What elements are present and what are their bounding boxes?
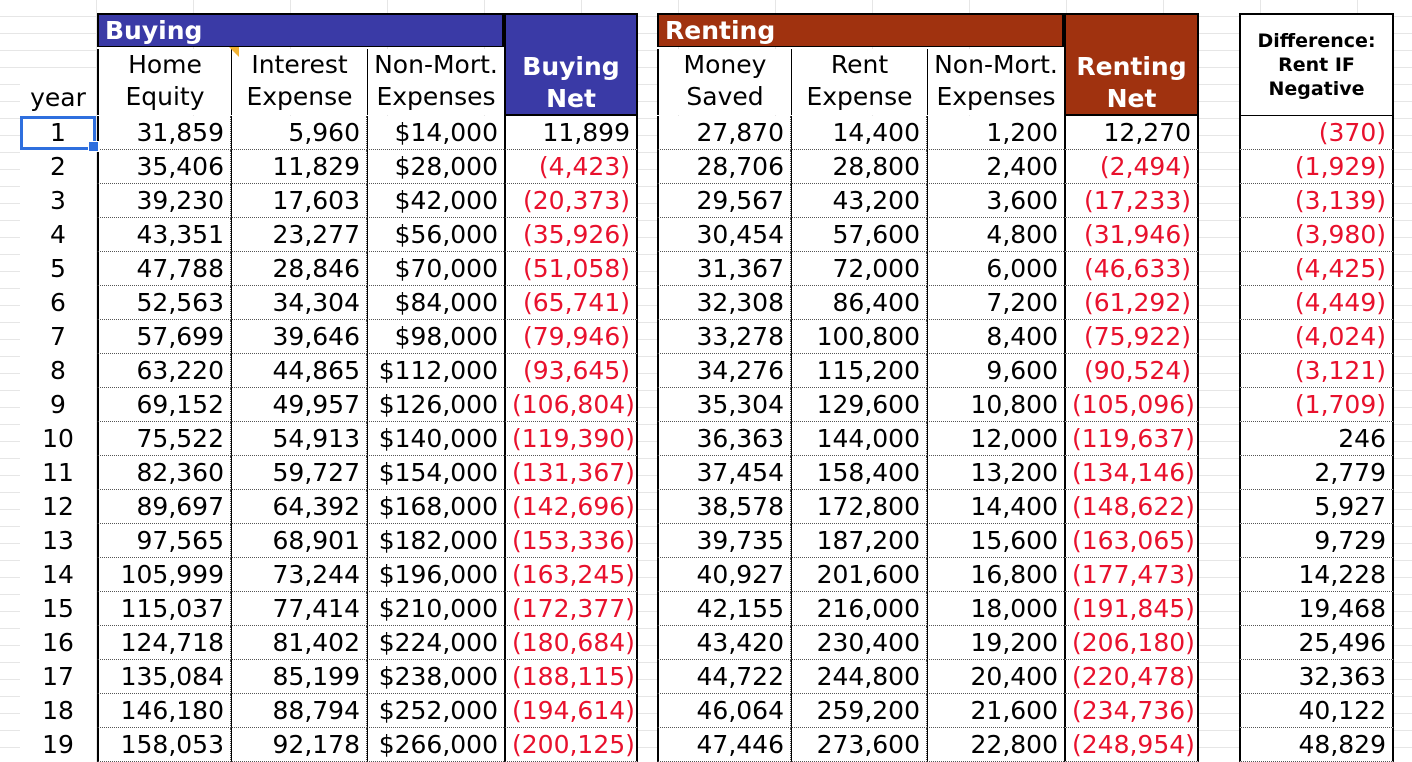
- cell-non-mort-rent[interactable]: 14,400: [927, 490, 1064, 524]
- cell-renting-net[interactable]: (46,633): [1064, 252, 1199, 286]
- header-line-2: Rent IF: [1278, 54, 1355, 76]
- cell-non-mort-buy[interactable]: $210,000: [367, 592, 504, 626]
- cell-non-mort-buy[interactable]: $98,000: [367, 320, 504, 354]
- cell-rent-expense[interactable]: 144,000: [791, 422, 927, 456]
- cell-rent-expense[interactable]: 259,200: [791, 694, 927, 728]
- cell-renting-net[interactable]: (177,473): [1064, 558, 1199, 592]
- cell-interest-expense[interactable]: 5,960: [231, 116, 367, 150]
- cell-rent-expense[interactable]: 172,800: [791, 490, 927, 524]
- cell-non-mort-rent[interactable]: 9,600: [927, 354, 1064, 388]
- cell-money-saved[interactable]: 34,276: [657, 354, 791, 388]
- cell-home-equity[interactable]: 135,084: [97, 660, 231, 694]
- cell-buying-net[interactable]: (119,390): [504, 422, 638, 456]
- cell-interest-expense[interactable]: 81,402: [231, 626, 367, 660]
- cell-renting-net[interactable]: (163,065): [1064, 524, 1199, 558]
- cell-rent-expense[interactable]: 100,800: [791, 320, 927, 354]
- cell-rent-expense[interactable]: 273,600: [791, 728, 927, 762]
- cell-buying-net[interactable]: (188,115): [504, 660, 638, 694]
- cell-difference[interactable]: (370): [1239, 116, 1394, 150]
- cell-year[interactable]: 18: [20, 694, 96, 728]
- cell-interest-expense[interactable]: 44,865: [231, 354, 367, 388]
- cell-rent-expense[interactable]: 129,600: [791, 388, 927, 422]
- col-header-home-equity[interactable]: [97, 49, 231, 115]
- col-header-money-saved[interactable]: [657, 49, 791, 115]
- cell-home-equity[interactable]: 57,699: [97, 320, 231, 354]
- header-line-2: Equity: [125, 82, 205, 111]
- header-line-2: Expense: [246, 82, 353, 111]
- cell-renting-net[interactable]: 12,270: [1064, 116, 1199, 150]
- cell-home-equity[interactable]: 89,697: [97, 490, 231, 524]
- cell-buying-net[interactable]: (180,684): [504, 626, 638, 660]
- cell-money-saved[interactable]: 30,454: [657, 218, 791, 252]
- cell-renting-net[interactable]: (2,494): [1064, 150, 1199, 184]
- cell-home-equity[interactable]: 105,999: [97, 558, 231, 592]
- col-header-buying-net[interactable]: [504, 13, 638, 116]
- cell-difference[interactable]: 246: [1239, 422, 1394, 456]
- cell-year[interactable]: 6: [20, 286, 96, 320]
- cell-money-saved[interactable]: 46,064: [657, 694, 791, 728]
- cell-renting-net[interactable]: (234,736): [1064, 694, 1199, 728]
- comment-indicator[interactable]: [229, 47, 239, 57]
- cell-difference[interactable]: (1,929): [1239, 150, 1394, 184]
- cell-year[interactable]: 4: [20, 218, 96, 252]
- cell-renting-net[interactable]: (31,946): [1064, 218, 1199, 252]
- cell-buying-net[interactable]: (200,125): [504, 728, 638, 762]
- cell-buying-net[interactable]: (194,614): [504, 694, 638, 728]
- cell-interest-expense[interactable]: 49,957: [231, 388, 367, 422]
- col-header-rent-expense[interactable]: [791, 49, 927, 115]
- cell-rent-expense[interactable]: 115,200: [791, 354, 927, 388]
- cell-renting-net[interactable]: (134,146): [1064, 456, 1199, 490]
- header-line-1: Interest: [251, 50, 348, 79]
- cell-interest-expense[interactable]: 85,199: [231, 660, 367, 694]
- header-line-3: Negative: [1268, 78, 1365, 100]
- header-line-1: Home: [128, 50, 202, 79]
- cell-interest-expense[interactable]: 17,603: [231, 184, 367, 218]
- cell-non-mort-buy[interactable]: $140,000: [367, 422, 504, 456]
- cell-non-mort-rent[interactable]: 12,000: [927, 422, 1064, 456]
- cell-home-equity[interactable]: 69,152: [97, 388, 231, 422]
- header-line-1: Rent: [830, 50, 889, 79]
- cell-non-mort-rent[interactable]: 19,200: [927, 626, 1064, 660]
- cell-renting-net[interactable]: (248,954): [1064, 728, 1199, 762]
- cell-interest-expense[interactable]: 34,304: [231, 286, 367, 320]
- cell-buying-net[interactable]: (106,804): [504, 388, 638, 422]
- header-line-1: Non-Mort.: [934, 50, 1058, 79]
- cell-money-saved[interactable]: 32,308: [657, 286, 791, 320]
- cell-non-mort-rent[interactable]: 10,800: [927, 388, 1064, 422]
- cell-money-saved[interactable]: 42,155: [657, 592, 791, 626]
- header-line-1: Difference:: [1257, 30, 1376, 52]
- cell-year[interactable]: 3: [20, 184, 96, 218]
- cell-non-mort-buy[interactable]: $126,000: [367, 388, 504, 422]
- col-header-non-mort-rent[interactable]: [927, 49, 1064, 115]
- cell-difference[interactable]: (1,709): [1239, 388, 1394, 422]
- cell-home-equity[interactable]: 97,565: [97, 524, 231, 558]
- cell-non-mort-buy[interactable]: $154,000: [367, 456, 504, 490]
- cell-rent-expense[interactable]: 230,400: [791, 626, 927, 660]
- cell-difference[interactable]: 32,363: [1239, 660, 1394, 694]
- cell-rent-expense[interactable]: 86,400: [791, 286, 927, 320]
- cell-year[interactable]: 1: [20, 116, 96, 150]
- header-line-2: Expenses: [376, 82, 496, 111]
- cell-non-mort-buy[interactable]: $28,000: [367, 150, 504, 184]
- cell-interest-expense[interactable]: 92,178: [231, 728, 367, 762]
- cell-interest-expense[interactable]: 73,244: [231, 558, 367, 592]
- cell-renting-net[interactable]: (17,233): [1064, 184, 1199, 218]
- cell-buying-net[interactable]: (79,946): [504, 320, 638, 354]
- group-header-renting[interactable]: Renting: [657, 13, 1064, 47]
- cell-buying-net[interactable]: (172,377): [504, 592, 638, 626]
- cell-rent-expense[interactable]: 14,400: [791, 116, 927, 150]
- header-line-2: Net: [1106, 84, 1157, 113]
- header-line-2: Net: [546, 84, 596, 113]
- cell-interest-expense[interactable]: 39,646: [231, 320, 367, 354]
- cell-buying-net[interactable]: (163,245): [504, 558, 638, 592]
- cell-difference[interactable]: (3,139): [1239, 184, 1394, 218]
- cell-rent-expense[interactable]: 43,200: [791, 184, 927, 218]
- cell-rent-expense[interactable]: 216,000: [791, 592, 927, 626]
- cell-interest-expense[interactable]: 54,913: [231, 422, 367, 456]
- cell-money-saved[interactable]: 36,363: [657, 422, 791, 456]
- cell-buying-net[interactable]: (153,336): [504, 524, 638, 558]
- cell-rent-expense[interactable]: 187,200: [791, 524, 927, 558]
- cell-home-equity[interactable]: 39,230: [97, 184, 231, 218]
- cell-year[interactable]: 17: [20, 660, 96, 694]
- cell-rent-expense[interactable]: 72,000: [791, 252, 927, 286]
- cell-home-equity[interactable]: 47,788: [97, 252, 231, 286]
- cell-home-equity[interactable]: 115,037: [97, 592, 231, 626]
- col-header-year[interactable]: year: [20, 82, 96, 116]
- cell-interest-expense[interactable]: 59,727: [231, 456, 367, 490]
- col-header-interest-expense[interactable]: [231, 49, 367, 115]
- cell-buying-net[interactable]: (20,373): [504, 184, 638, 218]
- cell-non-mort-rent[interactable]: 22,800: [927, 728, 1064, 762]
- cell-year[interactable]: 8: [20, 354, 96, 388]
- cell-non-mort-buy[interactable]: $224,000: [367, 626, 504, 660]
- cell-money-saved[interactable]: 33,278: [657, 320, 791, 354]
- cell-buying-net[interactable]: (93,645): [504, 354, 638, 388]
- cell-money-saved[interactable]: 28,706: [657, 150, 791, 184]
- cell-difference[interactable]: 5,927: [1239, 490, 1394, 524]
- cell-difference[interactable]: 14,228: [1239, 558, 1394, 592]
- cell-non-mort-buy[interactable]: $266,000: [367, 728, 504, 762]
- col-header-difference[interactable]: [1239, 13, 1394, 116]
- cell-home-equity[interactable]: 35,406: [97, 150, 231, 184]
- cell-non-mort-rent[interactable]: 2,400: [927, 150, 1064, 184]
- cell-difference[interactable]: 48,829: [1239, 728, 1394, 762]
- cell-non-mort-rent[interactable]: 15,600: [927, 524, 1064, 558]
- cell-non-mort-rent[interactable]: 18,000: [927, 592, 1064, 626]
- cell-interest-expense[interactable]: 77,414: [231, 592, 367, 626]
- cell-home-equity[interactable]: 63,220: [97, 354, 231, 388]
- cell-non-mort-rent[interactable]: 7,200: [927, 286, 1064, 320]
- cell-non-mort-buy[interactable]: $42,000: [367, 184, 504, 218]
- header-line-1: Money: [683, 50, 767, 79]
- cell-non-mort-buy[interactable]: $196,000: [367, 558, 504, 592]
- cell-non-mort-rent[interactable]: 21,600: [927, 694, 1064, 728]
- col-header-non-mort-buy[interactable]: [367, 49, 504, 115]
- cell-interest-expense[interactable]: 64,392: [231, 490, 367, 524]
- cell-renting-net[interactable]: (206,180): [1064, 626, 1199, 660]
- cell-year[interactable]: 9: [20, 388, 96, 422]
- cell-year[interactable]: 14: [20, 558, 96, 592]
- cell-year[interactable]: 13: [20, 524, 96, 558]
- cell-difference[interactable]: (4,425): [1239, 252, 1394, 286]
- cell-non-mort-buy[interactable]: $238,000: [367, 660, 504, 694]
- cell-difference[interactable]: 25,496: [1239, 626, 1394, 660]
- cell-money-saved[interactable]: 29,567: [657, 184, 791, 218]
- cell-home-equity[interactable]: 158,053: [97, 728, 231, 762]
- cell-year[interactable]: 5: [20, 252, 96, 286]
- cell-renting-net[interactable]: (148,622): [1064, 490, 1199, 524]
- cell-year[interactable]: 7: [20, 320, 96, 354]
- cell-buying-net[interactable]: (142,696): [504, 490, 638, 524]
- cell-difference[interactable]: (4,024): [1239, 320, 1394, 354]
- cell-non-mort-rent[interactable]: 3,600: [927, 184, 1064, 218]
- cell-renting-net[interactable]: (105,096): [1064, 388, 1199, 422]
- cell-difference[interactable]: (3,121): [1239, 354, 1394, 388]
- cell-interest-expense[interactable]: 28,846: [231, 252, 367, 286]
- cell-buying-net[interactable]: 11,899: [504, 116, 638, 150]
- cell-year[interactable]: 15: [20, 592, 96, 626]
- cell-year[interactable]: 11: [20, 456, 96, 490]
- cell-money-saved[interactable]: 39,735: [657, 524, 791, 558]
- cell-non-mort-rent[interactable]: 8,400: [927, 320, 1064, 354]
- cell-renting-net[interactable]: (90,524): [1064, 354, 1199, 388]
- header-line-2: Expense: [806, 82, 913, 111]
- cell-non-mort-rent[interactable]: 4,800: [927, 218, 1064, 252]
- cell-money-saved[interactable]: 35,304: [657, 388, 791, 422]
- cell-money-saved[interactable]: 43,420: [657, 626, 791, 660]
- cell-money-saved[interactable]: 37,454: [657, 456, 791, 490]
- cell-buying-net[interactable]: (51,058): [504, 252, 638, 286]
- cell-non-mort-buy[interactable]: $84,000: [367, 286, 504, 320]
- cell-interest-expense[interactable]: 23,277: [231, 218, 367, 252]
- cell-year[interactable]: 10: [20, 422, 96, 456]
- cell-non-mort-buy[interactable]: $182,000: [367, 524, 504, 558]
- cell-interest-expense[interactable]: 68,901: [231, 524, 367, 558]
- cell-interest-expense[interactable]: 88,794: [231, 694, 367, 728]
- cell-buying-net[interactable]: (35,926): [504, 218, 638, 252]
- cell-renting-net[interactable]: (75,922): [1064, 320, 1199, 354]
- cell-buying-net[interactable]: (65,741): [504, 286, 638, 320]
- cell-money-saved[interactable]: 27,870: [657, 116, 791, 150]
- cell-home-equity[interactable]: 75,522: [97, 422, 231, 456]
- cell-non-mort-rent[interactable]: 13,200: [927, 456, 1064, 490]
- cell-money-saved[interactable]: 31,367: [657, 252, 791, 286]
- cell-rent-expense[interactable]: 28,800: [791, 150, 927, 184]
- cell-difference[interactable]: (4,449): [1239, 286, 1394, 320]
- cell-money-saved[interactable]: 40,927: [657, 558, 791, 592]
- cell-renting-net[interactable]: (191,845): [1064, 592, 1199, 626]
- cell-non-mort-rent[interactable]: 1,200: [927, 116, 1064, 150]
- cell-buying-net[interactable]: (131,367): [504, 456, 638, 490]
- cell-year[interactable]: 2: [20, 150, 96, 184]
- cell-non-mort-rent[interactable]: 6,000: [927, 252, 1064, 286]
- cell-non-mort-buy[interactable]: $112,000: [367, 354, 504, 388]
- cell-home-equity[interactable]: 52,563: [97, 286, 231, 320]
- cell-year[interactable]: 12: [20, 490, 96, 524]
- cell-rent-expense[interactable]: 158,400: [791, 456, 927, 490]
- cell-non-mort-buy[interactable]: $56,000: [367, 218, 504, 252]
- cell-difference[interactable]: 40,122: [1239, 694, 1394, 728]
- cell-difference[interactable]: 2,779: [1239, 456, 1394, 490]
- cell-interest-expense[interactable]: 11,829: [231, 150, 367, 184]
- header-line-2: Expenses: [936, 82, 1056, 111]
- cell-non-mort-buy[interactable]: $14,000: [367, 116, 504, 150]
- cell-rent-expense[interactable]: 244,800: [791, 660, 927, 694]
- cell-home-equity[interactable]: 43,351: [97, 218, 231, 252]
- cell-non-mort-buy[interactable]: $252,000: [367, 694, 504, 728]
- cell-year[interactable]: 16: [20, 626, 96, 660]
- cell-home-equity[interactable]: 146,180: [97, 694, 231, 728]
- cell-difference[interactable]: 9,729: [1239, 524, 1394, 558]
- header-line-1: Buying: [522, 52, 620, 81]
- fill-handle[interactable]: [88, 141, 99, 152]
- cell-difference[interactable]: 19,468: [1239, 592, 1394, 626]
- header-line-1: Renting: [1076, 52, 1187, 81]
- header-line-1: Non-Mort.: [374, 50, 498, 79]
- cell-buying-net[interactable]: (4,423): [504, 150, 638, 184]
- cell-year[interactable]: 19: [20, 728, 96, 762]
- cell-renting-net[interactable]: (119,637): [1064, 422, 1199, 456]
- cell-non-mort-rent[interactable]: 16,800: [927, 558, 1064, 592]
- cell-renting-net[interactable]: (61,292): [1064, 286, 1199, 320]
- col-header-renting-net[interactable]: [1064, 13, 1199, 116]
- cell-home-equity[interactable]: 82,360: [97, 456, 231, 490]
- cell-rent-expense[interactable]: 201,600: [791, 558, 927, 592]
- cell-money-saved[interactable]: 47,446: [657, 728, 791, 762]
- group-header-buying[interactable]: Buying: [97, 13, 504, 47]
- cell-difference[interactable]: (3,980): [1239, 218, 1394, 252]
- cell-home-equity[interactable]: 124,718: [97, 626, 231, 660]
- cell-money-saved[interactable]: 38,578: [657, 490, 791, 524]
- cell-rent-expense[interactable]: 57,600: [791, 218, 927, 252]
- cell-non-mort-rent[interactable]: 20,400: [927, 660, 1064, 694]
- cell-home-equity[interactable]: 31,859: [97, 116, 231, 150]
- cell-renting-net[interactable]: (220,478): [1064, 660, 1199, 694]
- header-line-2: Saved: [686, 82, 764, 111]
- cell-non-mort-buy[interactable]: $168,000: [367, 490, 504, 524]
- cell-non-mort-buy[interactable]: $70,000: [367, 252, 504, 286]
- cell-money-saved[interactable]: 44,722: [657, 660, 791, 694]
